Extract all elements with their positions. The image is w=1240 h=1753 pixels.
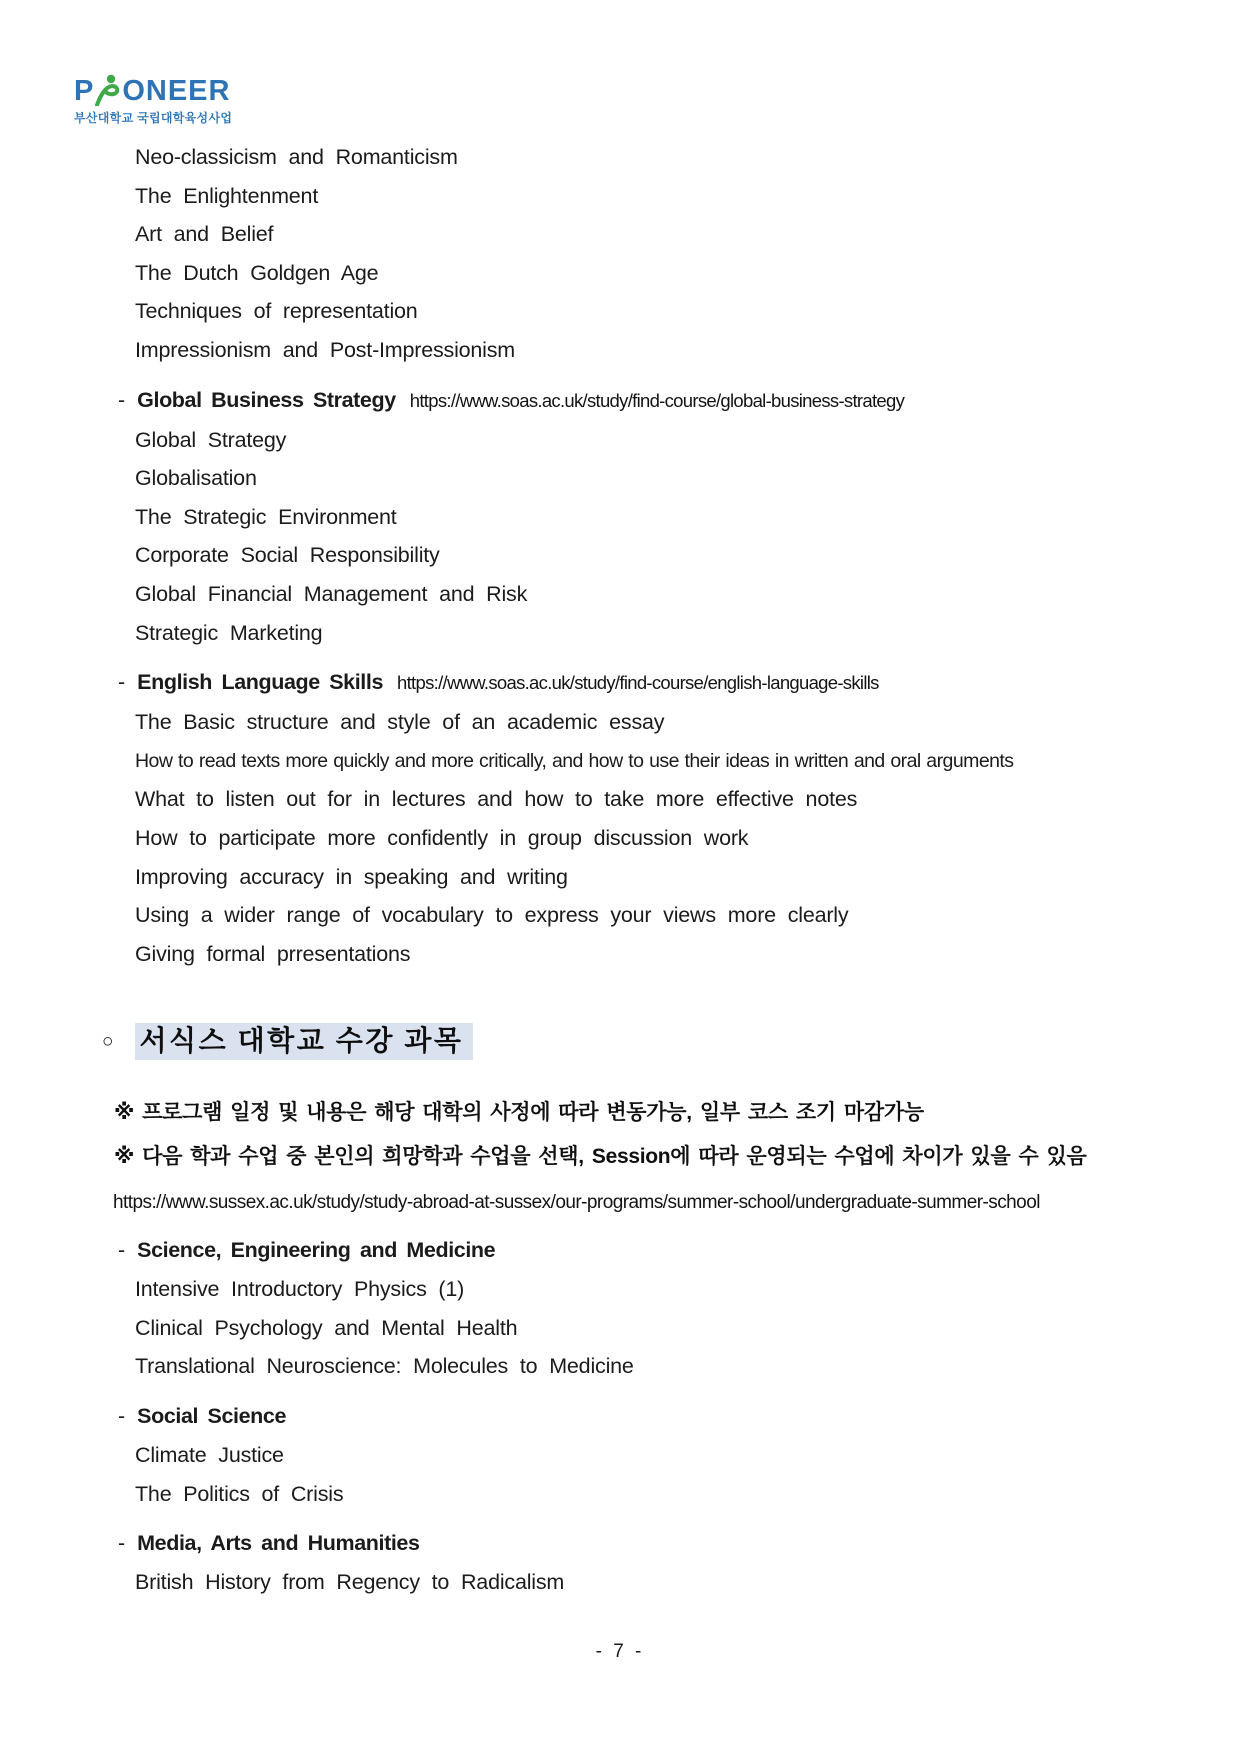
course-item: Intensive Introductory Physics (1) (135, 1277, 465, 1302)
list-dash-marker: - (118, 1238, 126, 1263)
document-body (0, 138, 1240, 1602)
logo-letter-rest: ONEER (122, 75, 231, 107)
course-item: The Dutch Goldgen Age (135, 260, 379, 285)
sussex-url-link[interactable]: https://www.sussex.ac.uk/study/study-abroad-at-sussex/our-programs/summer-school/undergraduate-summer-school (113, 1192, 1040, 1214)
course-item: The Strategic Environment (135, 504, 397, 529)
section-header (118, 1230, 1240, 1270)
section-english-language-skills (0, 662, 1240, 973)
pioneer-logo (74, 74, 232, 126)
logo-wordmark (74, 74, 232, 108)
course-item: Translational Neuroscience: Molecules to Medicine (135, 1354, 634, 1379)
course-item: Global Strategy (135, 427, 287, 452)
course-item: Climate Justice (135, 1443, 284, 1468)
section-header (118, 1396, 1240, 1436)
section-media-arts-humanities (0, 1523, 1240, 1602)
sussex-heading-row (102, 1019, 1240, 1069)
section-title: Media, Arts and Humanities (137, 1531, 420, 1556)
course-item: Neo-classicism and Romanticism (135, 145, 458, 169)
section-url-link[interactable]: https://www.soas.ac.uk/study/find-course/english-language-skills (397, 672, 879, 694)
course-item: Strategic Marketing (135, 620, 323, 645)
circle-bullet-marker: ○ (102, 1031, 114, 1053)
section-url-link[interactable]: https://www.soas.ac.uk/study/find-course/global-business-strategy (409, 389, 905, 411)
list-dash-marker: - (118, 387, 126, 412)
course-item: The Politics of Crisis (135, 1481, 344, 1506)
logo-subtitle: 부산대학교 국립대학육성사업 (74, 111, 233, 125)
course-item: Techniques of representation (135, 299, 418, 324)
course-item: Global Financial Management and Risk (135, 581, 528, 606)
list-dash-marker: - (118, 670, 126, 695)
course-item: The Enlightenment (135, 183, 319, 208)
section-title: Science, Engineering and Medicine (137, 1238, 496, 1263)
course-item: Using a wider range of vocabulary to express your views more clearly (135, 903, 849, 928)
runner-icon (95, 74, 121, 106)
section-header (118, 662, 1240, 703)
note-line: ※ 다음 학과 수업 중 본인의 희망학과 수업을 선택, Session에 따라 운영되는 수업에 차이가 있을 수 있음 (114, 1145, 1087, 1169)
course-item: Clinical Psychology and Mental Health (135, 1315, 518, 1340)
section-title: Social Science (137, 1404, 287, 1429)
section-header (118, 1523, 1240, 1563)
sussex-heading: 서식스 대학교 수강 과목 (135, 1023, 473, 1060)
page-number: - 7 - (595, 1641, 645, 1662)
course-item: What to listen out for in lectures and how to take more effective notes (135, 787, 858, 812)
sussex-notes (0, 1091, 1240, 1179)
note-line: ※ 프로그램 일정 및 내용은 해당 대학의 사정에 따라 변동가능, 일부 코스 조기 마감가능 (114, 1101, 924, 1125)
section-global-business-strategy (0, 380, 1240, 653)
course-item: The Basic structure and style of an academic essay (135, 710, 665, 735)
logo-letter-p: P (74, 75, 95, 107)
section-title: English Language Skills (137, 670, 384, 695)
section-title: Global Business Strategy (137, 387, 396, 412)
course-item: Corporate Social Responsibility (135, 543, 440, 568)
course-item: Improving accuracy in speaking and writing (135, 864, 568, 889)
section-header (118, 380, 1240, 421)
course-item: Giving formal prresentations (135, 941, 411, 966)
course-item: How to read texts more quickly and more critically, and how to use their ideas in written and oral arguments (135, 749, 1014, 772)
list-dash-marker: - (118, 1404, 126, 1429)
intro-course-list (0, 138, 1240, 370)
course-item: Globalisation (135, 466, 257, 491)
section-science-engineering-medicine (0, 1230, 1240, 1386)
section-social-science (0, 1396, 1240, 1513)
sussex-url-row (113, 1183, 1240, 1224)
course-item: Impressionism and Post-Impressionism (135, 337, 516, 362)
list-dash-marker: - (118, 1531, 126, 1556)
course-item: British History from Regency to Radicalism (135, 1570, 565, 1595)
course-item: How to participate more confidently in group discussion work (135, 825, 749, 850)
course-item: Art and Belief (135, 222, 274, 247)
